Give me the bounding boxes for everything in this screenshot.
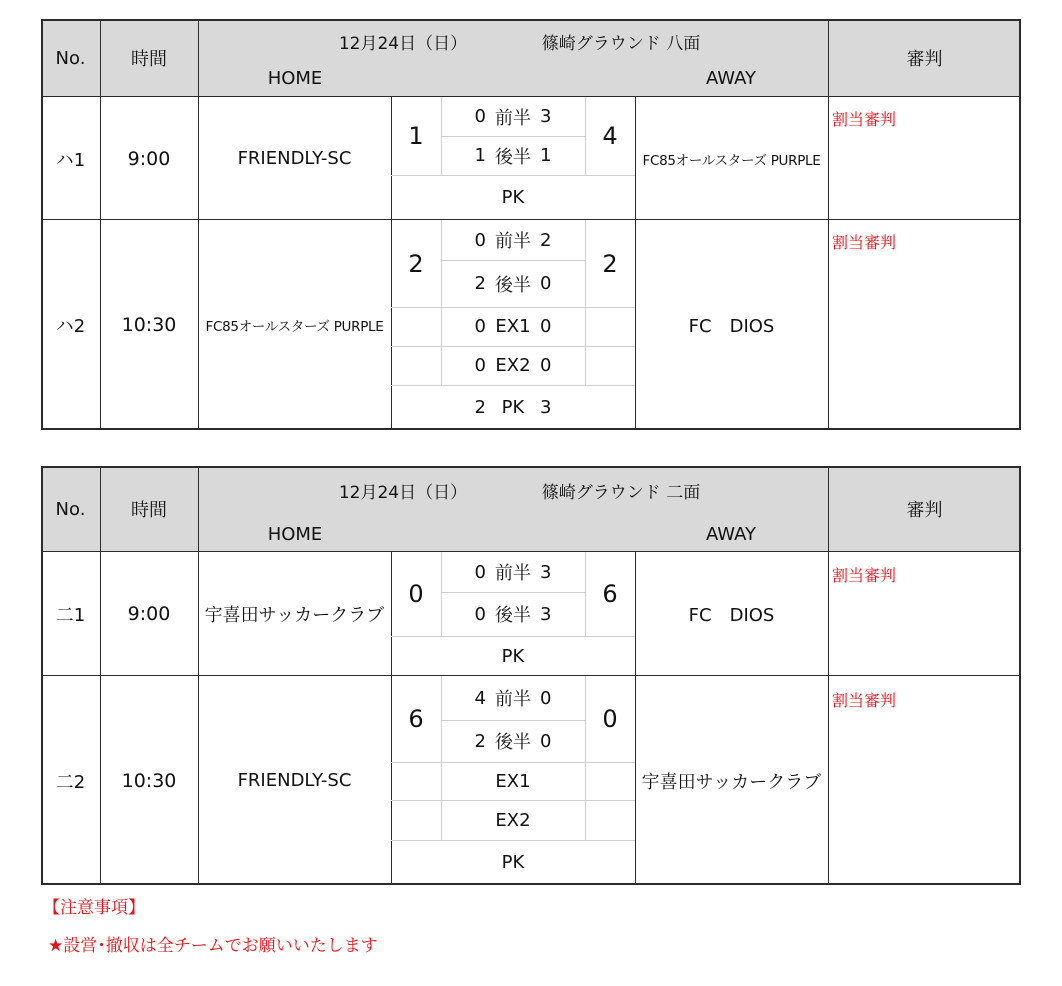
- period-label: 前半: [495, 689, 531, 710]
- match-time: 9:00: [127, 147, 171, 170]
- grid-line: [441, 676, 442, 840]
- grid-line: [391, 175, 635, 176]
- header-no: No.: [41, 19, 100, 97]
- pk-home-score: [441, 840, 489, 885]
- period-home-score: 4: [474, 687, 486, 709]
- home-team: FC85オールスターズ PURPLE: [205, 319, 384, 335]
- period-away-score: 2: [540, 229, 552, 251]
- period-home-score: 0: [474, 561, 486, 583]
- period-away-score: 1: [540, 145, 552, 166]
- period-away-score: 3: [540, 106, 552, 127]
- period-label: 前半: [495, 107, 531, 129]
- period-label: 前半: [495, 231, 531, 252]
- grid-line: [441, 136, 585, 137]
- grid-line: [635, 552, 636, 885]
- period-label: 後半: [495, 274, 531, 296]
- grid-line: [585, 220, 586, 385]
- header-referee: 審判: [828, 19, 1021, 97]
- period-label: EX2: [495, 355, 531, 376]
- referee-assignment: 割当審判: [832, 233, 897, 252]
- pk-label: PK: [501, 397, 525, 418]
- away-team: FC DIOS: [688, 605, 775, 626]
- grid-line: [635, 97, 636, 430]
- period-home-score: 0: [474, 106, 486, 127]
- grid-line: [100, 19, 101, 430]
- grid-line: [441, 592, 585, 593]
- grid-line: [391, 762, 635, 763]
- match-no: ハ1: [55, 149, 86, 171]
- grid-line: [198, 19, 199, 430]
- grid-line: [441, 552, 442, 636]
- home-team: 宇喜田サッカークラブ: [204, 605, 385, 626]
- away-team: FC85オールスターズ PURPLE: [642, 152, 821, 169]
- match-time: 10:30: [121, 769, 177, 792]
- period-home-score: [441, 762, 489, 800]
- pk-row: PK: [501, 645, 525, 667]
- grid-line: [391, 97, 392, 430]
- grid-line: [41, 675, 1021, 676]
- header-referee: 審判: [828, 466, 1021, 552]
- grid-line: [41, 219, 1021, 220]
- period-label: 前半: [495, 563, 531, 584]
- referee-assignment: 割当審判: [832, 691, 897, 710]
- home-team: FRIENDLY-SC: [237, 770, 352, 791]
- grid-line: [441, 720, 585, 721]
- match-time: 9:00: [127, 603, 171, 625]
- grid-line: [391, 840, 635, 841]
- pk-away-score: [537, 840, 585, 885]
- period-away-score: 0: [540, 316, 552, 337]
- period-away-score: 0: [540, 273, 552, 294]
- period-label: 後半: [495, 146, 531, 168]
- period-home-score: [441, 800, 489, 840]
- header-no: No.: [41, 466, 100, 552]
- period-away-score: [537, 800, 585, 840]
- home-total-score: 6: [408, 705, 424, 733]
- match-no: 二2: [55, 771, 86, 793]
- match-no: ハ2: [55, 316, 86, 337]
- grid-line: [391, 385, 635, 386]
- grid-line: [441, 220, 442, 385]
- header-venue: 篠崎グラウンド 八面: [541, 33, 701, 54]
- period-home-score: 2: [474, 730, 486, 752]
- away-team: FC DIOS: [688, 316, 775, 337]
- grid-line: [585, 97, 586, 175]
- grid-line: [441, 260, 585, 261]
- period-away-score: 0: [540, 355, 552, 376]
- header-time: 時間: [100, 19, 198, 97]
- grid-line: [391, 800, 635, 801]
- home-team: FRIENDLY-SC: [237, 148, 352, 169]
- pk-row: PK: [501, 187, 525, 208]
- period-away-score: 0: [540, 687, 552, 709]
- header-venue: 篠崎グラウンド 二面: [541, 482, 701, 503]
- grid-line: [585, 552, 586, 636]
- home-total-score: 1: [408, 122, 424, 150]
- period-label: EX1: [495, 316, 531, 337]
- period-away-score: [537, 762, 585, 800]
- away-total-score: 4: [602, 122, 618, 150]
- header-time: 時間: [100, 466, 198, 552]
- period-label: 後半: [495, 605, 531, 626]
- schedule-table-2: [41, 466, 1021, 885]
- period-away-score: 3: [540, 561, 552, 583]
- grid-line: [828, 466, 829, 885]
- home-total-score: 2: [408, 249, 424, 278]
- header-home: HOME: [267, 523, 323, 545]
- referee-assignment: 割当審判: [832, 110, 897, 129]
- away-total-score: 6: [602, 580, 618, 608]
- referee-assignment: 割当審判: [832, 566, 897, 585]
- grid-line: [391, 346, 635, 347]
- match-time: 10:30: [121, 314, 177, 336]
- period-label: EX2: [495, 809, 531, 831]
- period-away-score: 3: [540, 603, 552, 625]
- period-home-score: 2: [474, 273, 486, 294]
- pk-label: PK: [501, 852, 525, 873]
- period-label: EX1: [495, 770, 531, 792]
- period-home-score: 0: [474, 229, 486, 251]
- grid-line: [391, 552, 392, 885]
- grid-line: [391, 307, 635, 308]
- period-home-score: 0: [474, 316, 486, 337]
- grid-line: [41, 96, 1021, 97]
- header-date: 12月24日（日）: [338, 33, 468, 54]
- grid-line: [828, 19, 829, 430]
- grid-line: [198, 466, 199, 885]
- grid-line: [41, 551, 1021, 552]
- period-home-score: 0: [474, 603, 486, 625]
- match-no: 二1: [55, 605, 86, 626]
- grid-line: [585, 676, 586, 840]
- grid-line: [391, 636, 635, 637]
- notes-title: 【注意事項】: [43, 898, 145, 918]
- header-home: HOME: [267, 67, 323, 89]
- away-team: 宇喜田サッカークラブ: [641, 771, 822, 793]
- pk-away-score: 3: [540, 397, 552, 418]
- header-away: AWAY: [705, 523, 757, 545]
- home-total-score: 0: [408, 580, 424, 608]
- notes-line: ★設営･撤収は全チームでお願いいたします: [48, 936, 378, 956]
- away-total-score: 2: [602, 249, 618, 278]
- schedule-table-1: [41, 19, 1021, 430]
- pk-home-score: 2: [474, 397, 486, 418]
- period-away-score: 0: [540, 730, 552, 752]
- header-date: 12月24日（日）: [338, 482, 468, 503]
- header-away: AWAY: [705, 67, 757, 89]
- period-home-score: 0: [474, 355, 486, 376]
- grid-line: [100, 466, 101, 885]
- away-total-score: 0: [602, 705, 618, 733]
- period-home-score: 1: [474, 145, 486, 166]
- period-label: 後半: [495, 732, 531, 753]
